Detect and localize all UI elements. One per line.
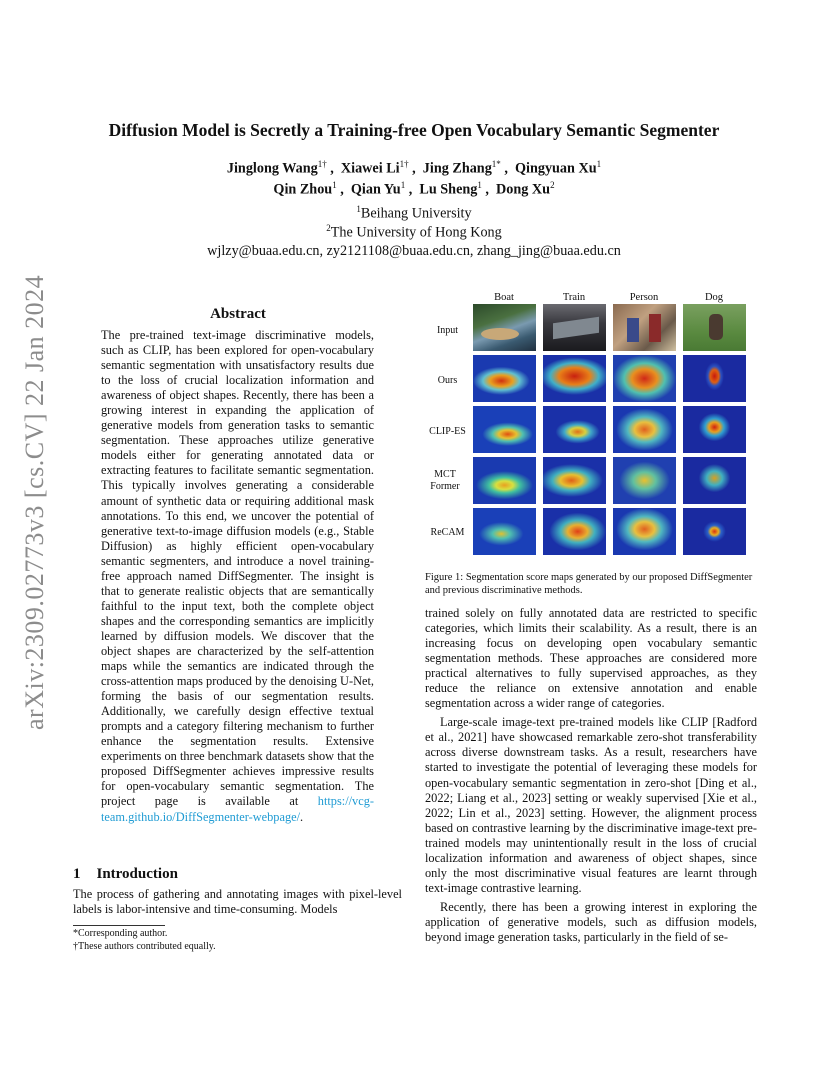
figure-1-caption: Figure 1: Segmentation score maps generated by our proposed DiffSegmenter and previous discriminative methods. <box>425 572 753 596</box>
author-name: Xiawei Li <box>340 160 400 177</box>
intro-paragraph: The process of gathering and annotating images with pixel-level labels is labor-intensive and time-consuming. Models <box>73 887 402 916</box>
row-label-ours: Ours <box>437 375 458 386</box>
author-line-1: Jinglong Wang$^{1\dagger}$ , Xiawei $Li^{1\dagger}$ , Jing Zhang$^{1*}$ , Qingyuan Xu$^1$ <box>226 159 602 177</box>
affiliation-name: The University of Hong Kong <box>330 224 502 241</box>
author-line-2: Qin Zhou$^1$ , Qian Yu$^1$ , Lu Sheng$^1$ , Dong Xu$^2$ <box>273 180 555 198</box>
score-map-clipes-person <box>613 406 676 453</box>
author-mark: 1† <box>399 159 409 169</box>
figure-1 <box>425 288 755 558</box>
author-mark: 1 <box>400 180 406 190</box>
score-map-recam-boat <box>473 508 536 555</box>
project-page-link[interactable]: https://vcg-team.github.io/DiffSegmenter-webpage/ <box>101 794 374 824</box>
row-label-input: Input <box>436 325 459 336</box>
arxiv-identifier: arXiv:2309.02773v3 [cs.CV] 22 Jan 2024 <box>20 274 49 730</box>
affiliation-1 <box>110 204 718 223</box>
author-name: Qin Zhou <box>273 181 333 198</box>
abstract-body <box>101 328 374 825</box>
input-image-person <box>613 304 676 351</box>
footnote-corresponding: *Corresponding author. <box>73 928 168 939</box>
author-emails: wjlzy@buaa.edu.cn, zy2121108@buaa.edu.cn, zhang_jing@buaa.edu.cn <box>207 243 621 259</box>
score-map-ours-dog <box>683 355 746 402</box>
score-map-clipes-boat <box>473 406 536 453</box>
section-title: Introduction <box>96 866 178 882</box>
author-name: Qian Yu <box>350 181 401 198</box>
score-map-mctformer-train <box>543 457 606 504</box>
score-map-ours-train <box>543 355 606 402</box>
input-image-dog <box>683 304 746 351</box>
right-column-body <box>425 606 757 945</box>
score-map-recam-person <box>613 508 676 555</box>
section-heading-introduction <box>73 866 178 883</box>
score-map-clipes-dog <box>683 406 746 453</box>
author-name: Jing Zhang <box>422 160 492 177</box>
score-map-ours-boat <box>473 355 536 402</box>
section-number: 1 <box>73 866 81 882</box>
affiliation-mark: 2 <box>326 223 331 233</box>
author-name: Lu Sheng <box>419 181 478 198</box>
column-label-person: Person <box>629 292 659 303</box>
score-map-mctformer-boat <box>473 457 536 504</box>
abstract-heading: Abstract <box>210 306 266 322</box>
column-label-boat: Boat <box>494 292 514 303</box>
affiliation-name: Beihang University <box>360 205 472 222</box>
input-image-boat <box>473 304 536 351</box>
author-mark: 2 <box>550 180 555 190</box>
affiliation-mark: 1 <box>356 204 361 214</box>
paragraph: trained solely on fully annotated data are restricted to specific categories, which limits their scalability. As a result, there is an increasing focus on developing open vocabulary semantic segmentation methods. These approaches are considered more practical alternatives to fully supervised approaches, as they reduce the reliance on extensive annotation and enable segmentation across a wider range of categories. <box>425 606 757 711</box>
row-label-clip-es: CLIP-ES <box>429 426 466 437</box>
paper-title: Diffusion Model is Secretly a Training-free Open Vocabulary Semantic Segmenter <box>108 120 720 140</box>
author-mark: 1 <box>477 180 482 190</box>
column-label-train: Train <box>562 292 586 303</box>
paragraph: Large-scale image-text pre-trained models like CLIP [Radford et al., 2021] have showcased remarkable zero-shot transferability across diverse downstream tasks. As a result, researchers have started to investigate the potential of leveraging these models for open-vocabulary semantic segmentation in zero-shot [Ding et al., 2022; Liang et al., 2023] setting or weakly supervised [Xie et al., 2022; Lin et al., 2023] setting. However, the alignment process based on contrastive learning by the discriminative image-text pre-trained models may unintentionally result in the loss of crucial localization information and awareness of object shapes, since only the most discriminative visual features are learnt through text-image contrastive learning. <box>425 715 757 895</box>
author-name: Dong Xu <box>496 181 551 198</box>
footnote-rule <box>73 925 165 926</box>
score-map-mctformer-dog <box>683 457 746 504</box>
column-label-dog: Dog <box>704 292 724 303</box>
author-mark: 1 <box>596 159 602 169</box>
score-map-ours-person <box>613 355 676 402</box>
score-map-recam-train <box>543 508 606 555</box>
score-map-mctformer-person <box>613 457 676 504</box>
author-mark: 1† <box>317 159 327 169</box>
row-label-mct-former: MCT Former <box>430 469 460 492</box>
abstract-end: . <box>300 809 304 824</box>
author-mark: 1* <box>491 159 501 169</box>
score-map-recam-dog <box>683 508 746 555</box>
score-map-clipes-train <box>543 406 606 453</box>
author-name: Jinglong Wang <box>226 160 318 177</box>
abstract-text: The pre-trained text-image discriminative models, such as CLIP, has been explored for open-vocabulary semantic segmentation with unsatisfactory results due to the loss of crucial localization information and awareness of object shapes. Recently, there has been a growing interest in expanding the application of generative models from generation tasks to semantic segmentation. These approaches utilize generative models either for generating annotated data or extracting features to facilitate semantic segmentation. This typically involves generating a considerable amount of synthetic data or requiring additional mask annotations. To this end, we uncover the potential of generative text-to-image diffusion models (e.g., Stable Diffusion) as highly efficient open-vocabulary semantic segmenters, and introduce a novel training-free approach named DiffSegmenter. The insight is that to generate realistic objects that are semantically faithful to the input text, both the complete object shapes and the corresponding semantics are implicitly learned by diffusion models. We discover that the object shapes are characterized by the self-attention maps while the semantics are indicated through the cross-attention maps produced by the denoising U-Net, forming the basis of our segmentation results. Additionally, we carefully design effective textual prompts and a category filtering mechanism to further enhance the segmentation results. Extensive experiments on three benchmark datasets show that the proposed DiffSegmenter achieves impressive results for open-vocabulary semantic segmentation. The project page is available at <box>101 328 374 809</box>
author-mark: 1 <box>332 180 337 190</box>
input-image-train <box>543 304 606 351</box>
affiliation-2 <box>110 223 718 242</box>
row-label-recam: ReCAM <box>430 527 465 538</box>
author-name: Qingyuan Xu <box>514 160 597 177</box>
footnote-equal-contribution: †These authors contributed equally. <box>73 941 216 952</box>
paragraph: Recently, there has been a growing interest in exploring the application of generative models, such as diffusion models, beyond image generation tasks, particularly in the field of se- <box>425 899 757 944</box>
